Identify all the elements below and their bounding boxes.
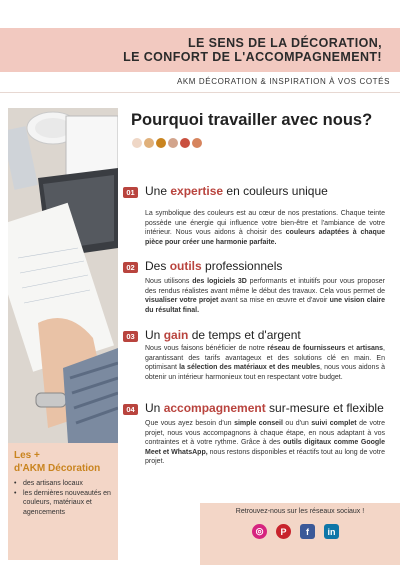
les-plus-box	[8, 443, 118, 560]
reason-title	[145, 401, 384, 415]
reason-body	[145, 209, 385, 247]
body-text-run: couleurs adaptées à chaque pièce pour créer une harmonie parfaite.	[145, 229, 385, 246]
facebook-icon[interactable]: f	[300, 524, 315, 539]
list-item: • des artisans locaux	[14, 479, 112, 489]
reason-title-post: de temps et d'argent	[188, 328, 301, 342]
number-badge: 03	[123, 331, 138, 342]
number-badge: 01	[123, 187, 138, 198]
body-text-run: une vision claire du résultat final.	[145, 297, 385, 314]
reason-title-post: sur-mesure et flexible	[265, 401, 384, 415]
number-badge: 04	[123, 404, 138, 415]
body-text-run: , garantissant des tarifs avantageux et des solutions clé en main. En optimisant	[145, 345, 385, 372]
color-palette	[132, 138, 202, 148]
body-text-run: nous restons disponibles et réactifs tout au long de votre projet.	[145, 448, 385, 466]
body-text-run: des logiciels 3D	[192, 278, 247, 285]
social-box	[200, 503, 400, 565]
instagram-icon[interactable]: ◎	[252, 524, 267, 539]
palette-dot	[144, 138, 154, 148]
desk-photo	[8, 108, 118, 443]
body-text-run: outils digitaux comme Google Meet et WhatsApp,	[145, 439, 385, 456]
body-text-run: et	[345, 345, 357, 352]
reason-title-pre: Un	[145, 401, 164, 415]
body-text-run: visualiser votre projet	[145, 297, 219, 305]
body-text-run: ou d'un	[282, 420, 312, 427]
reason-title	[145, 328, 301, 342]
reason-title-post: en couleurs unique	[223, 184, 328, 198]
reason-title-pre: Un	[145, 328, 164, 342]
linkedin-icon[interactable]: in	[324, 524, 339, 539]
social-icons	[252, 524, 339, 539]
headline-line-1: LE SENS DE LA DÉCORATION,	[187, 36, 382, 50]
body-text-run: réseau de fournisseurs	[267, 345, 346, 352]
body-text-run: La symbolique des couleurs est au cœur de nos prestations. Chaque teinte possède une énergie qui influence votre bien-être et l'ambiance de votre intérieur. Nous vous aidons à choisir des	[145, 210, 385, 237]
tagline: AKM DÉCORATION & INSPIRATION À VOS COTÉS	[176, 77, 390, 86]
body-text-run: simple conseil	[234, 420, 283, 427]
body-text-run: artisans	[356, 345, 384, 352]
body-text-run: performants et intuitifs pour vous proposer des rendus réalistes avant même le début des travaux. Cela vous permet de	[145, 278, 385, 295]
reason-title	[145, 184, 328, 198]
reason-title-pre: Une	[145, 184, 171, 198]
reason-title-highlight: outils	[169, 259, 202, 273]
les-plus-title-line-1: Les +	[14, 450, 40, 461]
reason-title	[145, 259, 282, 273]
body-text-run: , nous vous aidons à obtenir un intérieur harmonieux tout en respectant votre budget.	[145, 364, 385, 381]
list-item: • les dernières nouveautés en couleurs, matériaux et agencements	[14, 489, 112, 518]
palette-dot	[192, 138, 202, 148]
headline	[123, 36, 382, 64]
reason-body	[145, 277, 385, 315]
page-title: Pourquoi travailler avec nous?	[131, 111, 373, 129]
headline-line-2: LE CONFORT DE L'ACCOMPAGNEMENT!	[123, 50, 382, 64]
palette-dot	[156, 138, 166, 148]
les-plus-title-line-2: d'AKM Décoration	[14, 463, 101, 474]
body-text-run: suivi complet	[311, 420, 357, 427]
reason-title-post: professionnels	[201, 259, 283, 273]
les-plus-list	[14, 479, 112, 517]
pinterest-icon[interactable]: P	[276, 524, 291, 539]
palette-dot	[180, 138, 190, 148]
body-text-run: de votre projet, nous vous accompagnons à chaque étape, en nous adaptant à vos contraintes et à votre rythme. Grâce à des	[145, 420, 386, 447]
number-badge: 02	[123, 262, 138, 273]
body-text-run: Que vous ayez besoin d'un	[145, 420, 235, 427]
reason-title-highlight: accompagnement	[163, 401, 266, 415]
palette-dot	[168, 138, 178, 148]
reason-title-highlight: expertise	[170, 184, 224, 198]
body-text-run: Nous vous faisons bénéficier de notre	[145, 345, 268, 352]
reason-body	[145, 419, 385, 467]
reason-title-highlight: gain	[163, 328, 189, 342]
reason-title-pre: Des	[145, 259, 170, 273]
desk-photo-illustration	[8, 108, 118, 443]
palette-dot	[132, 138, 142, 148]
social-label: Retrouvez-nous sur les réseaux sociaux !	[235, 508, 365, 515]
body-text-run: la sélection des matériaux et des meubles	[179, 364, 320, 372]
divider	[0, 92, 400, 93]
body-text-run: Nous utilisons	[145, 278, 193, 285]
reason-body	[145, 344, 385, 382]
les-plus-title	[14, 449, 112, 475]
body-text-run: avant sa mise en œuvre et d'avoir	[218, 297, 330, 305]
